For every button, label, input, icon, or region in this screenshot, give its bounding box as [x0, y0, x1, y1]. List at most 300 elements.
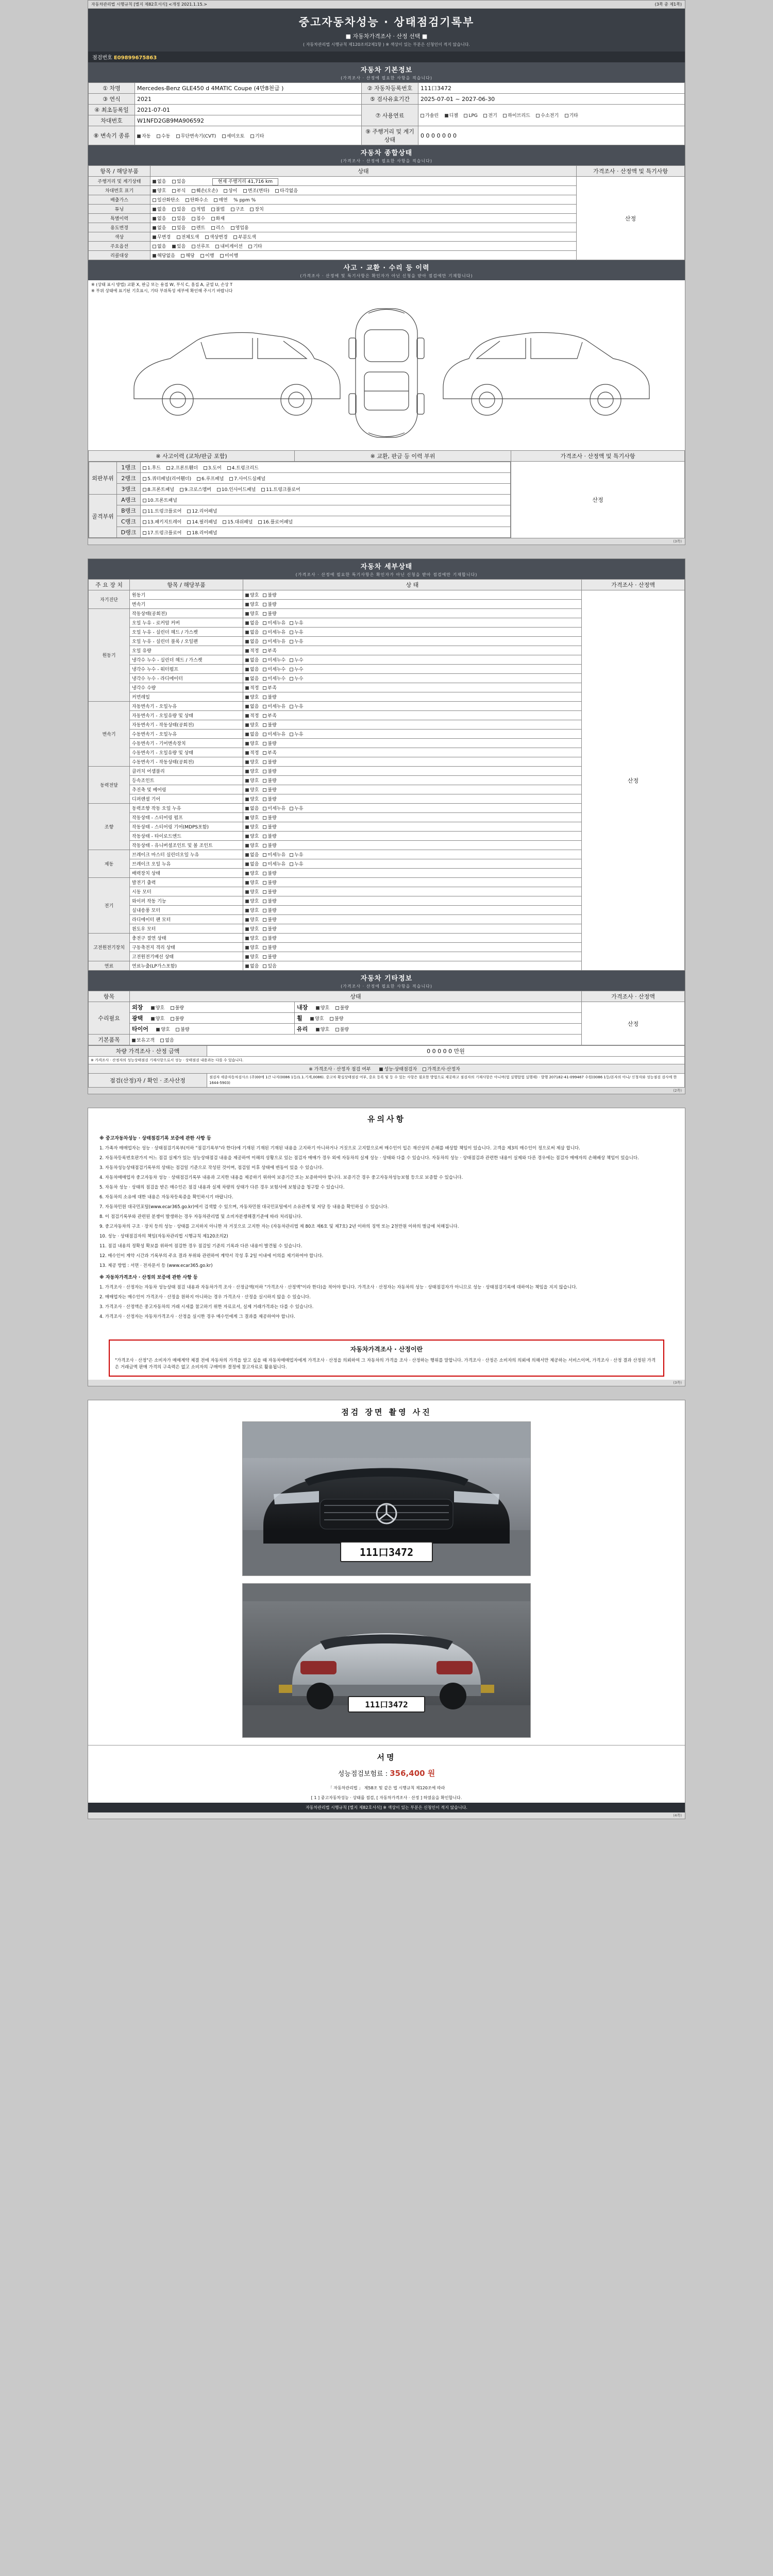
detail-group-0: 자기진단: [89, 590, 130, 609]
detail-opt-3-2-0[interactable]: 양호: [245, 786, 259, 793]
detail-opt-6-4-0[interactable]: 양호: [245, 916, 259, 923]
detail-part-1-1: 오일 누유 - 로커암 커버: [130, 618, 243, 628]
detail-state-2-2[interactable]: [243, 720, 582, 730]
detail-opt-2-1-0[interactable]: 적정: [245, 712, 259, 719]
part-opt-0-0[interactable]: 1.후드: [143, 464, 161, 471]
part-opt-5-3[interactable]: 16.플로어패널: [258, 518, 293, 525]
overall-1-opt-3[interactable]: 상이: [224, 187, 237, 194]
overall-6-opt-1[interactable]: 전체도색: [177, 233, 199, 240]
section-basic-info-header: [88, 62, 685, 82]
transmission-options[interactable]: [135, 126, 362, 145]
detail-state-1-4[interactable]: [243, 646, 582, 655]
overall-1-opt-0[interactable]: 양호: [153, 187, 166, 194]
part-opt-6-1[interactable]: 18.리어패널: [187, 529, 217, 536]
detail-opt-0-1-0[interactable]: 양호: [245, 601, 259, 607]
overall-row-state-3[interactable]: [150, 205, 577, 214]
parts-items-3[interactable]: [141, 495, 511, 505]
parts-items-1[interactable]: [141, 473, 511, 484]
detail-state-3-1[interactable]: [243, 776, 582, 785]
detail-opt-4-3-0[interactable]: 양호: [245, 833, 259, 839]
detail-opt-3-0-0[interactable]: 양호: [245, 768, 259, 774]
detail-opt-2-4-1[interactable]: 불량: [263, 740, 276, 747]
parts-items-0[interactable]: [141, 462, 511, 473]
detail-state-6-1[interactable]: [243, 887, 582, 896]
total-check-row[interactable]: [89, 1064, 685, 1074]
detail-opt-7-2-1[interactable]: 불량: [263, 953, 276, 960]
detail-opt-2-5-0[interactable]: 적정: [245, 749, 259, 756]
detail-opt-8-0-1[interactable]: 있음: [263, 962, 276, 969]
detail-part-1-3: 오일 누유 - 실린더 블록 / 오일팬: [130, 637, 243, 646]
detail-state-7-1[interactable]: [243, 943, 582, 952]
part-opt-2-2[interactable]: 10.인사이드패널: [217, 486, 256, 493]
etc-1-r-opt-1[interactable]: 불량: [330, 1015, 343, 1022]
inspection-id-value: E09899675863: [113, 55, 157, 61]
detail-opt-5-1-1[interactable]: 미세누유: [263, 860, 285, 867]
detail-opt-6-1-1[interactable]: 불량: [263, 888, 276, 895]
etc-0-r-opt-1[interactable]: 불량: [335, 1004, 349, 1011]
value-vin: W1NFD2GB9MA906592: [135, 115, 362, 126]
page-4: [88, 1400, 685, 1820]
overall-5-opt-1[interactable]: 있음: [172, 224, 186, 231]
detail-opt-1-8-1[interactable]: 부족: [263, 684, 276, 691]
detail-state-3-2[interactable]: [243, 785, 582, 794]
trans-opt-auto[interactable]: 자동: [137, 132, 150, 139]
notice-item-8: 9. 중고자동차의 구조 · 장치 등의 성능 · 상태를 고지하지 아니한 자 거짓으로 고지한 자는 (자동차관리법 제 80조 제6호 및 제7호) 2년 이하의 징역 또는 2천만원 이하의 벌금에 처해집니다.: [99, 1224, 459, 1230]
detail-opt-3-3-0[interactable]: 양호: [245, 795, 259, 802]
section-accident-title: 사고 · 교환 · 수리 등 이력: [343, 264, 430, 272]
photo-front: [242, 1421, 531, 1576]
overall-row-state-5[interactable]: [150, 223, 577, 232]
overall-1-opt-4[interactable]: 변조(변타): [243, 187, 270, 194]
detail-part-2-1: 자동변속기 - 오일유량 및 상태: [130, 711, 243, 720]
detail-state-1-9[interactable]: [243, 692, 582, 702]
detail-state-1-8[interactable]: [243, 683, 582, 692]
overall-4-opt-0[interactable]: 없음: [153, 215, 166, 222]
overall-4-opt-3[interactable]: 화재: [211, 215, 225, 222]
detail-opt-4-0-0[interactable]: 없음: [245, 805, 259, 811]
detail-opt-7-2-0[interactable]: 양호: [245, 953, 259, 960]
detail-opt-1-5-0[interactable]: 없음: [245, 656, 259, 663]
section-accident-header: [88, 260, 685, 280]
detail-opt-5-1-2[interactable]: 누유: [290, 860, 303, 867]
detail-opt-1-6-0[interactable]: 없음: [245, 666, 259, 672]
detail-col-0: 주 요 장 치: [89, 580, 130, 590]
detail-opt-5-2-1[interactable]: 불량: [263, 870, 276, 876]
detail-state-4-4[interactable]: [243, 841, 582, 850]
overall-5-opt-0[interactable]: 없음: [153, 224, 166, 231]
overall-6-opt-2[interactable]: 색상변경: [205, 233, 228, 240]
etc-group-repair: 수리필요: [89, 1002, 130, 1035]
trans-opt-cvt[interactable]: 무단변속기(CVT): [176, 132, 216, 139]
detail-state-3-0[interactable]: [243, 767, 582, 776]
etc-0-l-opt-1[interactable]: 불량: [171, 1004, 184, 1011]
etc-0-r-opt-0[interactable]: 양호: [316, 1004, 329, 1011]
overall-1-opt-2[interactable]: 훼손(오손): [192, 187, 218, 194]
detail-part-6-4: 라디에이터 팬 모터: [130, 915, 243, 924]
detail-state-5-0[interactable]: [243, 850, 582, 859]
overall-0-note: 현재 주행거리 41,716 km: [212, 178, 278, 185]
detail-opt-7-1-0[interactable]: 양호: [245, 944, 259, 951]
detail-state-6-0[interactable]: [243, 878, 582, 887]
detail-state-1-2[interactable]: [243, 628, 582, 637]
part-opt-2-0[interactable]: 8.프론트패널: [143, 486, 174, 493]
detail-opt-6-2-1[interactable]: 불량: [263, 897, 276, 904]
etc-1-l-opt-0[interactable]: 양호: [151, 1015, 164, 1022]
detail-opt-4-2-0[interactable]: 양호: [245, 823, 259, 830]
part-opt-4-0[interactable]: 11.트렁크플로어: [143, 507, 181, 514]
detail-opt-1-5-1[interactable]: 미세누수: [263, 656, 285, 663]
etc-basic-opt-0[interactable]: 보유고객: [132, 1037, 155, 1043]
detail-opt-0-0-0[interactable]: 양호: [245, 591, 259, 598]
detail-opt-0-1-1[interactable]: 불량: [263, 601, 276, 607]
fuel-opt-etc[interactable]: 기타: [565, 112, 578, 118]
overall-7-opt-1[interactable]: 있음: [172, 243, 186, 249]
detail-group-7: 고전원전기장치: [89, 934, 130, 961]
part-opt-5-2[interactable]: 15.대쉬패널: [223, 518, 253, 525]
detail-state-1-1[interactable]: [243, 618, 582, 628]
detail-state-0-1[interactable]: [243, 600, 582, 609]
part-opt-1-0[interactable]: 5.쿼터패널(리어휀더): [143, 475, 191, 482]
detail-part-2-2: 자동변속기 - 작동상태(공회전): [130, 720, 243, 730]
overall-3-opt-4[interactable]: 구조: [231, 206, 244, 212]
detail-state-2-5[interactable]: [243, 748, 582, 757]
detail-part-1-2: 오일 누유 - 실린더 헤드 / 가스켓: [130, 628, 243, 637]
detail-opt-5-0-2[interactable]: 누유: [290, 851, 303, 858]
detail-group-3: 동력전달: [89, 767, 130, 804]
detail-opt-6-0-1[interactable]: 불량: [263, 879, 276, 886]
overall-3-opt-5[interactable]: 장치: [250, 206, 263, 212]
part-opt-3-0[interactable]: 10.프론트패널: [143, 497, 177, 503]
detail-state-5-1[interactable]: [243, 859, 582, 869]
fuel-opt-ev[interactable]: 전기: [483, 112, 497, 118]
detail-opt-7-0-1[interactable]: 불량: [263, 935, 276, 941]
overall-4-opt-1[interactable]: 있음: [172, 215, 186, 222]
detail-opt-5-0-1[interactable]: 미세누유: [263, 851, 285, 858]
overall-7-opt-2[interactable]: 선루프: [192, 243, 210, 249]
overall-row-label-5: 용도변경: [89, 223, 150, 232]
parts-items-4[interactable]: [141, 505, 511, 516]
overall-row-label-4: 특별이력: [89, 214, 150, 223]
etc-row-0-right[interactable]: 내장 양호 불량: [295, 1002, 582, 1013]
detail-state-2-4[interactable]: [243, 739, 582, 748]
section-detail-title: 자동차 세부상태: [360, 563, 413, 571]
part-opt-5-0[interactable]: 13.패키지트레이: [143, 518, 181, 525]
part-opt-5-1[interactable]: 14.필러패널: [187, 518, 217, 525]
fuel-opt-gasoline[interactable]: 가솔린: [421, 112, 439, 118]
detail-opt-2-0-2[interactable]: 누유: [290, 703, 303, 709]
detail-state-2-0[interactable]: [243, 702, 582, 711]
detail-opt-4-1-0[interactable]: 양호: [245, 814, 259, 821]
value-valid: 2025-07-01 ~ 2027-06-30: [418, 94, 685, 105]
detail-opt-6-1-0[interactable]: 양호: [245, 888, 259, 895]
detail-opt-2-3-0[interactable]: 없음: [245, 731, 259, 737]
page-tag-4: (4쪽): [88, 1812, 685, 1819]
overall-row-state-0[interactable]: [150, 177, 577, 186]
fuel-opt-hybrid[interactable]: 하이브리드: [503, 112, 530, 118]
detail-opt-2-3-1[interactable]: 미세누유: [263, 731, 285, 737]
overall-price-cell: 산정: [577, 177, 685, 260]
detail-opt-2-6-1[interactable]: 불량: [263, 758, 276, 765]
overall-1-opt-5[interactable]: 타각없음: [275, 187, 298, 194]
fuel-options[interactable]: [418, 105, 685, 126]
detail-opt-2-6-0[interactable]: 양호: [245, 758, 259, 765]
detail-opt-4-0-2[interactable]: 누유: [290, 805, 303, 811]
detail-opt-1-9-0[interactable]: 양호: [245, 693, 259, 700]
page-subnote: ( 자동차관리법 시행규칙 제120조의2제1항 ) ※ 색상이 있는 부분은 신청인이 적지 않습니다.: [303, 42, 470, 47]
detail-opt-6-5-1[interactable]: 불량: [263, 925, 276, 932]
overall-row-state-2[interactable]: [150, 195, 577, 205]
detail-part-7-0: 충전구 절연 상태: [130, 934, 243, 943]
etc-col-0: 항목: [89, 991, 130, 1002]
page-tag-2: (2쪽): [88, 1088, 685, 1094]
detail-state-4-0[interactable]: [243, 804, 582, 813]
etc-row-1-left[interactable]: 광택 양호 불량: [130, 1013, 295, 1024]
overall-0-opt-0[interactable]: 없음: [153, 178, 166, 184]
total-check-label: ※ 가격조사 · 산정자 점검 여부: [309, 1067, 371, 1072]
detail-opt-6-0-0[interactable]: 양호: [245, 879, 259, 886]
detail-state-1-3[interactable]: [243, 637, 582, 646]
detail-opt-2-1-1[interactable]: 부족: [263, 712, 276, 719]
overall-3-opt-2[interactable]: 적법: [192, 206, 205, 212]
value-first-reg: 2021-07-01: [135, 105, 362, 115]
fuel-opt-diesel[interactable]: 디젤: [445, 112, 458, 118]
detail-state-2-1[interactable]: [243, 711, 582, 720]
detail-opt-5-1-0[interactable]: 없음: [245, 860, 259, 867]
detail-state-6-2[interactable]: [243, 896, 582, 906]
detail-opt-2-5-1[interactable]: 부족: [263, 749, 276, 756]
etc-row-0-left[interactable]: 외장 양호 불량: [130, 1002, 295, 1013]
total-value: 0 0 0 0 0 만원: [207, 1046, 685, 1057]
etc-1-r-opt-0[interactable]: 양호: [310, 1015, 324, 1022]
part-opt-2-1[interactable]: 9.크로스멤버: [180, 486, 211, 493]
etc-table: [88, 991, 685, 1045]
etc-basic-items[interactable]: [130, 1035, 582, 1045]
overall-4-opt-2[interactable]: 침수: [192, 215, 205, 222]
part-opt-1-1[interactable]: 6.루프패널: [197, 475, 224, 482]
etc-row-2-right[interactable]: 유리 양호 불량: [295, 1024, 582, 1035]
part-opt-0-3[interactable]: 4.트렁크리드: [227, 464, 259, 471]
detail-opt-0-0-1[interactable]: 불량: [263, 591, 276, 598]
insurance-price-label: 성능점검보험료 :: [338, 1770, 388, 1778]
detail-opt-5-0-0[interactable]: 없음: [245, 851, 259, 858]
etc-2-l-opt-0[interactable]: 양호: [156, 1026, 170, 1032]
trans-opt-manual[interactable]: 수동: [157, 132, 170, 139]
detail-state-1-0[interactable]: [243, 609, 582, 618]
overall-row-state-7[interactable]: [150, 242, 577, 251]
overall-7-opt-3[interactable]: 내비게이션: [215, 243, 242, 249]
part-opt-1-2[interactable]: 7.사이드실패널: [229, 475, 265, 482]
detail-state-2-3[interactable]: [243, 730, 582, 739]
value-car-name: Mercedes-Benz GLE450 d 4MATIC Coupe (4만8천급 ): [135, 83, 362, 94]
parts-items-2[interactable]: [141, 484, 511, 495]
overall-5-opt-3[interactable]: 리스: [211, 224, 225, 231]
part-opt-4-1[interactable]: 12.리어패널: [187, 507, 217, 514]
detail-opt-1-4-1[interactable]: 부족: [263, 647, 276, 654]
detail-opt-1-7-2[interactable]: 누수: [290, 675, 303, 682]
overall-3-opt-1[interactable]: 있음: [172, 206, 186, 212]
detail-opt-3-1-1[interactable]: 불량: [263, 777, 276, 784]
overall-2-opt-0[interactable]: 일산화탄소: [153, 196, 179, 203]
overall-3-opt-0[interactable]: 없음: [153, 206, 166, 212]
detail-opt-1-3-2[interactable]: 누유: [290, 638, 303, 645]
detail-opt-6-4-1[interactable]: 불량: [263, 916, 276, 923]
total-check-0[interactable]: 성능·상태점검자: [379, 1065, 417, 1072]
overall-6-opt-3[interactable]: 부분도색: [233, 233, 256, 240]
detail-state-0-0[interactable]: [243, 590, 582, 600]
part-opt-2-3[interactable]: 11.트렁크플로어: [261, 486, 300, 493]
detail-state-4-2[interactable]: [243, 822, 582, 832]
etc-2-r-opt-1[interactable]: 불량: [335, 1026, 349, 1032]
detail-opt-1-3-0[interactable]: 없음: [245, 638, 259, 645]
detail-state-6-4[interactable]: [243, 915, 582, 924]
etc-row-1-right[interactable]: 휠 양호 불량: [295, 1013, 582, 1024]
detail-part-7-2: 고전원전기배선 상태: [130, 952, 243, 961]
detail-opt-4-4-0[interactable]: 양호: [245, 842, 259, 849]
detail-state-7-0[interactable]: [243, 934, 582, 943]
detail-part-2-3: 수동변속기 - 오일누유: [130, 730, 243, 739]
detail-opt-2-0-0[interactable]: 없음: [245, 703, 259, 709]
detail-opt-4-1-1[interactable]: 불량: [263, 814, 276, 821]
detail-state-1-7[interactable]: [243, 674, 582, 683]
accident-price-head: 가격조사 · 산정액 및 특기사항: [511, 451, 685, 462]
detail-opt-3-3-1[interactable]: 불량: [263, 795, 276, 802]
overall-5-opt-4[interactable]: 영업용: [231, 224, 249, 231]
detail-state-1-5[interactable]: [243, 655, 582, 665]
page-title: 중고자동차성능 · 상태점검기록부: [298, 16, 475, 28]
detail-state-4-3[interactable]: [243, 832, 582, 841]
etc-2-r-opt-0[interactable]: 양호: [316, 1026, 329, 1032]
company-label: 점검(산정)자 / 확인 · 조사산정: [89, 1074, 207, 1088]
overall-6-opt-0[interactable]: 무변경: [153, 233, 171, 240]
overall-row-state-4[interactable]: [150, 214, 577, 223]
detail-opt-1-4-0[interactable]: 적정: [245, 647, 259, 654]
detail-opt-3-0-1[interactable]: 불량: [263, 768, 276, 774]
detail-opt-1-1-2[interactable]: 누유: [290, 619, 303, 626]
part-opt-0-1[interactable]: 2.프론트휀더: [166, 464, 198, 471]
total-check-1[interactable]: 가격조사·산정자: [423, 1065, 460, 1072]
detail-opt-6-3-0[interactable]: 양호: [245, 907, 259, 913]
detail-opt-7-1-1[interactable]: 불량: [263, 944, 276, 951]
overall-row-state-8[interactable]: [150, 251, 577, 260]
etc-row-2-left[interactable]: 타이어 양호 불량: [130, 1024, 295, 1035]
detail-state-6-3[interactable]: [243, 906, 582, 915]
parts-items-5[interactable]: [141, 516, 511, 527]
detail-state-3-3[interactable]: [243, 794, 582, 804]
detail-opt-1-5-2[interactable]: 누수: [290, 656, 303, 663]
fuel-opt-lpg[interactable]: LPG: [464, 113, 477, 118]
overall-8-opt-2[interactable]: 이행: [200, 252, 214, 259]
detail-state-4-1[interactable]: [243, 813, 582, 822]
rear-plate-text: 111口3472: [365, 1700, 408, 1710]
detail-part-1-0: 작동상태(공회전): [130, 609, 243, 618]
overall-7-opt-4[interactable]: 기타: [248, 243, 262, 249]
detail-state-8-0[interactable]: [243, 961, 582, 971]
detail-opt-7-0-0[interactable]: 양호: [245, 935, 259, 941]
detail-opt-3-1-0[interactable]: 양호: [245, 777, 259, 784]
detail-part-2-4: 수동변속기 - 기어변속장치: [130, 739, 243, 748]
detail-opt-1-3-1[interactable]: 미세누유: [263, 638, 285, 645]
detail-opt-2-2-0[interactable]: 양호: [245, 721, 259, 728]
overall-7-opt-0[interactable]: 없음: [153, 243, 166, 249]
detail-part-6-0: 발전기 출력: [130, 878, 243, 887]
detail-opt-2-0-1[interactable]: 미세누유: [263, 703, 285, 709]
detail-opt-4-0-1[interactable]: 미세누유: [263, 805, 285, 811]
detail-opt-1-9-1[interactable]: 불량: [263, 693, 276, 700]
detail-state-2-6[interactable]: [243, 757, 582, 767]
detail-opt-2-3-2[interactable]: 누유: [290, 731, 303, 737]
detail-opt-1-6-2[interactable]: 누수: [290, 666, 303, 672]
detail-opt-8-0-0[interactable]: 없음: [245, 962, 259, 969]
detail-opt-4-4-1[interactable]: 불량: [263, 842, 276, 849]
trans-opt-semi[interactable]: 세미오토: [222, 132, 245, 139]
section-etc-title: 자동차 기타정보: [360, 975, 413, 982]
detail-opt-1-1-0[interactable]: 없음: [245, 619, 259, 626]
etc-0-l-opt-0[interactable]: 양호: [151, 1004, 164, 1011]
detail-opt-6-5-0[interactable]: 양호: [245, 925, 259, 932]
detail-opt-4-2-1[interactable]: 불량: [263, 823, 276, 830]
label-vin: 차대번호: [89, 115, 135, 126]
part-opt-6-0[interactable]: 17.트렁크플로어: [143, 529, 181, 536]
overall-2-opt-1[interactable]: 탄화수소: [186, 196, 208, 203]
top-note-bar: [88, 1, 685, 9]
detail-state-5-2[interactable]: [243, 869, 582, 878]
label-fuel: ⑦ 사용연료: [362, 105, 418, 126]
detail-opt-1-6-1[interactable]: 미세누수: [263, 666, 285, 672]
etc-1-l-opt-1[interactable]: 불량: [171, 1015, 184, 1022]
detail-opt-1-1-1[interactable]: 미세누유: [263, 619, 285, 626]
overall-8-opt-0[interactable]: 해당없음: [153, 252, 175, 259]
overall-8-opt-3[interactable]: 미이행: [220, 252, 238, 259]
section-detail-header: [88, 559, 685, 579]
top-note-right: (3쪽 중 제1쪽): [654, 2, 682, 7]
detail-opt-1-8-0[interactable]: 적정: [245, 684, 259, 691]
overall-3-opt-3[interactable]: 불법: [211, 206, 225, 212]
detail-opt-6-2-0[interactable]: 양호: [245, 897, 259, 904]
detail-state-6-5[interactable]: [243, 924, 582, 934]
parts-items-6[interactable]: [141, 527, 511, 538]
etc-2-l-opt-1[interactable]: 불량: [176, 1026, 189, 1032]
trans-opt-etc[interactable]: 기타: [250, 132, 264, 139]
overall-5-opt-2[interactable]: 렌트: [192, 224, 205, 231]
part-opt-0-2[interactable]: 3.도어: [204, 464, 222, 471]
overall-1-opt-1[interactable]: 부식: [172, 187, 186, 194]
overall-2-opt-2[interactable]: 매연: [214, 196, 227, 203]
detail-opt-1-2-0[interactable]: 없음: [245, 629, 259, 635]
detail-opt-1-7-1[interactable]: 미세누수: [263, 675, 285, 682]
detail-opt-1-0-1[interactable]: 불량: [263, 610, 276, 617]
detail-opt-1-2-2[interactable]: 누유: [290, 629, 303, 635]
detail-opt-5-2-0[interactable]: 양호: [245, 870, 259, 876]
detail-opt-1-0-0[interactable]: 양호: [245, 610, 259, 617]
overall-row-state-6[interactable]: [150, 232, 577, 242]
etc-basic-opt-1[interactable]: 없음: [160, 1037, 174, 1043]
detail-opt-2-2-1[interactable]: 불량: [263, 721, 276, 728]
overall-8-opt-1[interactable]: 해당: [181, 252, 194, 259]
overall-0-opt-1[interactable]: 있음: [172, 178, 186, 184]
detail-opt-2-4-0[interactable]: 양호: [245, 740, 259, 747]
photo-rear-svg: [243, 1584, 530, 1737]
detail-state-7-2[interactable]: [243, 952, 582, 961]
section-etc-subtitle: (가격조사 · 산정에 필요한 사항을 적습니다): [341, 984, 432, 989]
detail-opt-1-7-0[interactable]: 없음: [245, 675, 259, 682]
fuel-opt-hydrogen[interactable]: 수소전기: [536, 112, 559, 118]
overall-row-state-1[interactable]: [150, 186, 577, 195]
detail-state-1-6[interactable]: [243, 665, 582, 674]
detail-opt-6-3-1[interactable]: 불량: [263, 907, 276, 913]
detail-opt-4-3-1[interactable]: 불량: [263, 833, 276, 839]
detail-opt-3-2-1[interactable]: 불량: [263, 786, 276, 793]
detail-opt-1-2-1[interactable]: 미세누유: [263, 629, 285, 635]
